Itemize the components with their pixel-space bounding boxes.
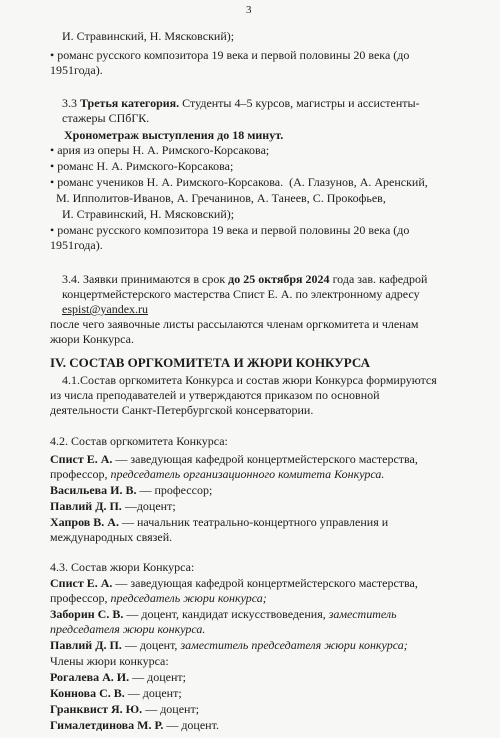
email-link[interactable]: espist@yandex.ru: [62, 302, 149, 316]
apps-line2: концертмейстерского мастерства Спист Е. А. по электронному адресу: [62, 287, 420, 301]
org-member-1: Спист Е. А. — заведующая кафедрой концертмейстерского мастерства,: [50, 452, 418, 466]
p41-line2: из числа преподавателей и утверждаются приказом по основной: [50, 388, 380, 402]
apps-deadline: до 25 октября 2024: [228, 272, 330, 286]
jury-member-row: Рогалева А. И. — доцент;: [50, 670, 186, 684]
section-heading: IV. СОСТАВ ОРГКОМИТЕТА И ЖЮРИ КОНКУРСА: [50, 355, 370, 370]
jury-member-1-cont: профессор, председатель жюри конкурса;: [50, 591, 267, 605]
cat3-item-russian-romance-end: 1951года).: [50, 238, 103, 252]
bullet: •: [50, 48, 55, 62]
cat3-item-students-end: И. Стравинский, Н. Мясковский);: [62, 207, 235, 221]
apps-line1: 3.4. Заявки принимаются в срок до 25 октября 2024 года зав. кафедрой: [62, 272, 428, 286]
cat3-item-aria: • ария из оперы Н. А. Римского-Корсакова;: [50, 143, 270, 157]
org-member-4-cont: международных связей.: [50, 530, 173, 544]
cat3-title: Третья категория.: [80, 96, 180, 110]
p43-title: 4.3. Состав жюри Конкурса:: [50, 560, 195, 574]
org-member-3: Павлий Д. П. —доцент;: [50, 499, 176, 513]
cat3-item-russian-romance: • романс русского композитора 19 века и первой половины 20 века (до: [50, 223, 410, 237]
p41-line1: 4.1.Состав оргкомитета Конкурса и состав жюри Конкурса формируются: [62, 373, 437, 387]
cat2-composers-line: И. Стравинский, Н. Мясковский);: [62, 29, 235, 43]
cat2-romance-line: • романс русского композитора 19 века и первой половины 20 века (до: [50, 48, 410, 62]
cat3-title-line: 3.3 Третья категория. Студенты 4–5 курсов, магистры и ассистенты-: [62, 96, 420, 110]
cat3-item-students: • романс учеников Н. А. Римского-Корсакова. (А. Глазунов, А. Аренский,: [50, 175, 428, 189]
org-member-4: Хапров В. А. — начальник театрально-концертного управления и: [50, 515, 389, 529]
cat3-item-students-cont: М. Ипполитов-Иванов, А. Гречанинов, А. Танеев, С. Прокофьев,: [56, 191, 386, 205]
jury-member-row: Гранквист Я. Ю. — доцент;: [50, 702, 200, 716]
jury-member-2-cont: председателя жюри конкурса.: [50, 622, 206, 636]
cat3-item-romance: • романс Н. А. Римского-Корсакова;: [50, 159, 234, 173]
org-member-2: Васильева И. В. — профессор;: [50, 483, 213, 497]
p42-title: 4.2. Состав оргкомитета Конкурса:: [50, 434, 228, 448]
cat2-romance-line-end: 1951года).: [50, 63, 103, 77]
cat3-desc-end: стажеры СПбГК.: [62, 111, 150, 125]
p41-line3: деятельности Санкт-Петербургской консерватории.: [50, 403, 314, 417]
jury-member-1: Спист Е. А. — заведующая кафедрой концертмейстерского мастерства,: [50, 576, 418, 590]
jury-member-row: Гималетдинова М. Р. — доцент.: [50, 718, 219, 732]
cat3-timing: Хронометраж выступления до 18 минут.: [64, 128, 284, 142]
page-number: 3: [246, 4, 252, 16]
jury-member-3: Павлий Д. П. — доцент, заместитель председателя жюри конкурса;: [50, 638, 408, 652]
apps-line5: жюри Конкурса.: [50, 332, 134, 346]
apps-line4: после чего заявочные листы рассылаются членам оргкомитета и членам: [50, 317, 419, 331]
jury-members-label: Члены жюри конкурса:: [50, 654, 169, 668]
jury-member-2: Заборин С. В. — доцент, кандидат искусствоведения, заместитель: [50, 607, 397, 621]
jury-member-row: Коннова С. В. — доцент;: [50, 686, 182, 700]
org-member-1-cont: профессор, председатель организационного комитета Конкурса.: [50, 467, 385, 481]
